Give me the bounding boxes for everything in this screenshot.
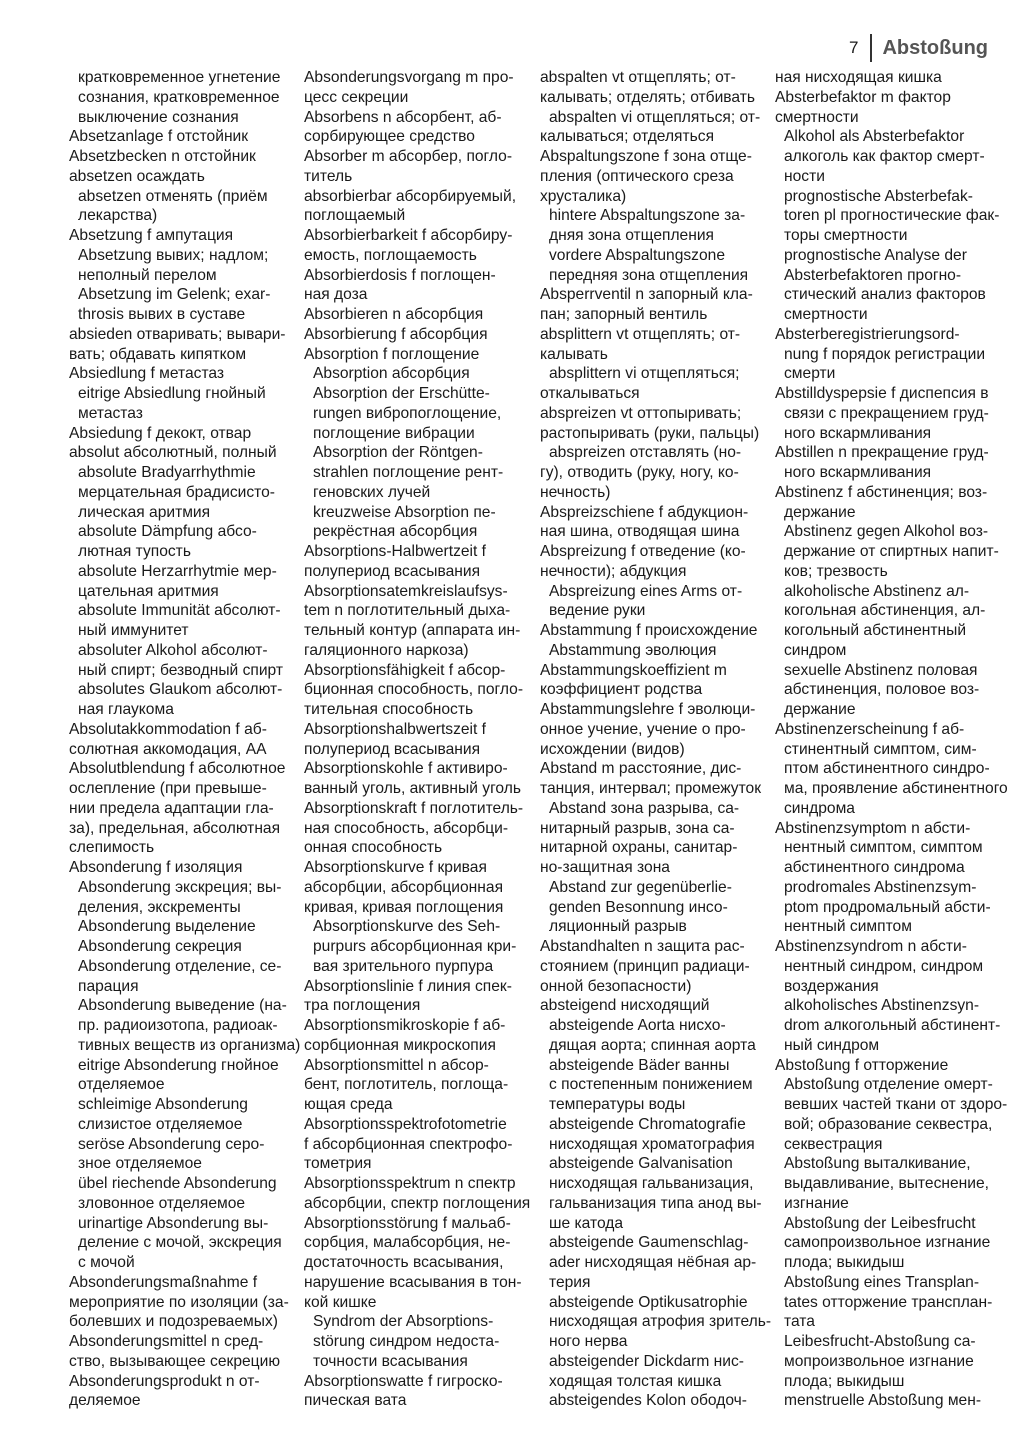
entry-line: Abstoßung выталкивание, [784,1155,971,1173]
entry-line: ная способность, абсорбци- [304,819,509,837]
entry-line: strahlen поглощение рент- [313,464,504,481]
entry-line: Absorptionslinie f линия спек- [304,977,512,995]
entry-line: пления (оптического среза [540,167,734,185]
entry-line: abspalten vi отщепляться; от- [549,108,761,126]
entry-line: полупериод всасывания [304,740,481,758]
entry-line: absolute Herzarrhytmie мер- [78,562,277,580]
entry-line: Absiedung f декокт, отвар [69,424,252,442]
entry-line: ный синдром [784,1036,880,1054]
entry-line: Absiedlung f метастаз [69,365,225,383]
entry-line: птом абстинентного синдро- [784,760,990,778]
entry-line: онная способность [304,839,443,857]
entry-line: абсорбции, абсорбционная [304,878,504,896]
entry-line: калывать [540,345,608,363]
entry-line: калываться; отделяться [540,128,715,146]
entry-line: Absonderung выведение (на- [78,997,287,1015]
dictionary-column-3 [540,68,772,1411]
entry-line: тата [784,1313,815,1331]
entry-line: онной безопасности) [540,977,692,995]
entry-line: сорбирующее средство [304,128,475,146]
entry-line: Abstammungskoeffizient m [540,661,727,679]
entry-line: гу), отводить (руку, ногу, ко- [540,464,739,481]
entry-line: цательная аритмия [78,582,219,600]
entry-line: выдавливание, вытеснение, [784,1175,989,1192]
entry-line: schleimige Absonderung [78,1096,248,1113]
entry-line: геновских лучей [313,483,431,501]
page-header [849,34,988,62]
entry-line: Abstinenz f абстиненция; воз- [775,483,988,501]
entry-line: температуры воды [549,1096,686,1113]
entry-line: Leibesfrucht-Abstoßung са- [784,1333,976,1350]
entry-line: плода; выкидыш [784,1254,905,1271]
entry-line: Absorptions-Halbwertzeit f [304,543,487,560]
entry-line: ный иммунитет [78,622,189,639]
entry-line: absteigende Aorta нисхо- [549,1017,726,1034]
entry-line: когольная абстиненция, ал- [784,602,986,620]
entry-line: смерти [784,365,836,383]
entry-line: ходящая толстая кишка [549,1372,722,1390]
entry-line: неполный перелом [78,266,217,284]
entry-line: ная глаукома [78,701,174,718]
entry-line: нентный симптом, симптом [784,839,983,857]
entry-line: зловонное отделяемое [78,1194,246,1212]
entry-line: absolutes Glaukom абсолют- [78,681,283,699]
entry-line: menstruelle Abstoßung мен- [784,1392,982,1410]
entry-line: Absorption f поглощение [304,345,480,363]
entry-line: tem n поглотительный дыха- [304,602,511,620]
entry-line: Absetzung f ампутация [69,227,234,244]
entry-line: нитарной охраны, санитар- [540,839,738,857]
entry-line: Absorption абсорбция [313,365,470,383]
entry-line: нии предела адаптации гла- [69,799,274,817]
entry-line: откалываться [540,385,640,402]
entry-line: Absonderungsprodukt n от- [69,1372,260,1390]
entry-line: genden Besonnung инсо- [549,898,728,916]
entry-line: Absorbierdosis f поглощен- [304,266,496,284]
entry-line: пическая вата [304,1392,407,1410]
entry-line: ше катода [549,1214,624,1232]
entry-line: отделяемое [78,1076,165,1094]
entry-line: нентный синдром, синдром [784,957,984,975]
entry-line: absplittern vt отщеплять; от- [540,325,741,343]
entry-line: слепимость [69,839,155,857]
entry-line: нисходящая хроматография [549,1135,755,1153]
entry-line: нисходящая атрофия зритель- [549,1313,772,1331]
entry-line: абсорбции, спектр поглощения [304,1194,531,1212]
entry-line: нечность) [540,483,611,501]
entry-line: Abspreizung f отведение (ко- [540,543,746,560]
entry-line: abspreizen vt оттопыривать; [540,404,742,422]
entry-line: Absorbierung f абсорбция [304,325,488,343]
entry-line: метастаз [78,404,143,422]
entry-line: ная шина, отводящая шина [540,523,740,541]
entry-line: Abstinenzsyndrom n абсти- [775,938,967,955]
entry-line: Abstand зона разрыва, са- [549,799,740,817]
entry-line: вать; обдавать кипятком [69,345,247,363]
entry-line: absteigend нисходящий [540,997,710,1015]
entry-line: абстиненция, половое воз- [784,681,980,699]
entry-line: Absorptionskurve des Seh- [313,918,501,936]
entry-line: Absorber m абсорбер, погло- [304,148,513,165]
dictionary-column-4 [775,68,1008,1411]
entry-line: ванный уголь, активный уголь [304,780,521,797]
entry-line: тра поглощения [304,997,421,1015]
entry-line: нитарный разрыв, зона са- [540,819,735,837]
entry-line: absteigende Chromatografie [549,1115,746,1133]
entry-line: übel riechende Absonderung [78,1175,277,1192]
entry-line: Absterbefaktor m фактор [775,88,951,106]
entry-line: солютная аккомодация, АА [69,740,267,758]
entry-line: пан; запорный вентиль [540,306,708,323]
entry-line: когольный абстинентный [784,622,967,639]
entry-line: seröse Absonderung серо- [78,1135,265,1153]
entry-line: Absperrventil n запорный кла- [540,286,753,304]
entry-line: störung синдром недоста- [313,1333,500,1350]
entry-line: торы смертности [784,227,908,244]
entry-line: Abstammungslehre f эволюци- [540,701,756,718]
entry-line: absoluter Alkohol абсолют- [78,641,268,659]
entry-line: absplittern vi отщепляться; [549,365,740,383]
entry-line: Absetzung im Gelenk; exar- [78,286,271,304]
entry-line: absteigender Dickdarm нис- [549,1352,744,1370]
entry-line: цесс секреции [304,88,409,106]
entry-line: Abstoßung der Leibesfrucht [784,1214,976,1232]
entry-line: Absorbens n абсорбент, аб- [304,108,502,126]
entry-line: кой кишке [304,1293,377,1311]
entry-line: Abstoßung отделение омерт- [784,1076,993,1094]
entry-line: Absorption der Röntgen- [313,444,483,462]
entry-line: Abstammung f происхождение [540,622,758,639]
entry-line: достаточность всасывания, [304,1254,504,1271]
entry-line: нисходящая гальванизация, [549,1175,754,1192]
entry-line: Absonderungsmittel n сред- [69,1333,264,1350]
entry-line: Absorptionsfähigkeit f абсор- [304,661,506,679]
entry-line: Absetzanlage f отстойник [69,128,249,146]
entry-line: abspalten vt отщеплять; от- [540,69,736,86]
entry-line: ного нерва [549,1333,628,1350]
entry-line: алкоголь как фактор смерт- [784,148,985,165]
entry-line: лютная тупость [78,543,191,560]
entry-line: Absorptionskohle f активиро- [304,760,508,778]
entry-line: Absorptionsmikroskopie f аб- [304,1017,506,1034]
running-head: Abstoßung [882,36,988,59]
entry-line: стический анализ факторов [784,286,986,304]
entry-line: abspreizen отставлять (но- [549,444,742,462]
entry-line: рекрёстная абсорбция [313,523,478,541]
entry-line: калывать; отделять; отбивать [540,88,756,106]
entry-line: коэффициент родства [540,681,703,699]
entry-line: Abspaltungszone f зона отще- [540,148,752,165]
entry-line: деления, экскременты [78,898,241,916]
entry-line: кратковременное угнетение [78,69,281,86]
entry-line: Absorptionsspektrum n спектр [304,1175,516,1192]
entry-line: зное отделяемое [78,1155,202,1173]
entry-line: сорбция, малабсорбция, не- [304,1234,511,1252]
entry-line: Abspreizschiene f абдукцион- [540,503,749,521]
entry-line: Abstilldyspepsie f диспепсия в [775,385,989,402]
entry-line: Absonderungsvorgang m про- [304,69,514,86]
entry-line: секвестрация [784,1135,883,1153]
entry-line: Absorbierbarkeit f абсорбиру- [304,227,513,244]
entry-line: нечности); абдукция [540,562,687,580]
entry-line: тометрия [304,1155,372,1173]
entry-line: вой; образование секвестра, [784,1115,993,1133]
entry-line: пр. радиоизотопа, радиоак- [78,1017,278,1034]
entry-line: ptom продромальный абсти- [784,898,991,916]
entry-line: стинентный симптом, сим- [784,740,977,758]
entry-line: ности [784,167,825,185]
entry-line: терия [549,1273,591,1291]
entry-line: с постепенным понижением [549,1076,753,1094]
entry-line: точности всасывания [313,1352,468,1370]
entry-line: тительная способность [304,701,474,718]
entry-line: гальванизация типа анод вы- [549,1194,762,1212]
entry-line: Abstoßung f отторжение [775,1056,949,1074]
entry-line: ослепление (при превыше- [69,780,267,797]
entry-line: деляемое [69,1392,141,1410]
entry-line: Absetzbecken n отстойник [69,148,256,165]
entry-line: синдрома [784,799,855,817]
entry-line: absolute Dämpfung абсо- [78,523,257,541]
entry-line: воздержания [784,977,879,995]
entry-line: стоянием (принцип радиаци- [540,957,750,975]
entry-line: с мочой [78,1254,135,1271]
entry-line: Absterberegistrierungsord- [775,325,960,343]
entry-line: Absorptionsmittel n абсор- [304,1056,489,1074]
entry-line: absteigende Bäder ванны [549,1056,730,1074]
entry-line: плода; выкидыш [784,1372,905,1390]
entry-line: вая зрительного пурпура [313,957,494,975]
entry-line: ведение руки [549,602,646,620]
entry-line: Absolutblendung f абсолютное [69,760,286,778]
entry-line: Absorptionsspektrofotometrie [304,1115,507,1133]
entry-line: дняя зона отщепления [549,227,714,244]
entry-line: ков; трезвость [784,562,888,580]
entry-line: сознания, кратковременное [78,88,280,106]
entry-line: Syndrom der Absorptions- [313,1313,494,1331]
entry-line: мероприятие по изоляции (за- [69,1293,289,1311]
entry-line: онное учение, учение о про- [540,720,746,738]
entry-line: емость, поглощаемость [304,246,477,264]
entry-line: hintere Abspaltungszone за- [549,207,746,225]
entry-line: ство, вызывающее секрецию [69,1352,281,1370]
entry-line: выключение сознания [78,108,239,126]
entry-line: Abspreizung eines Arms от- [549,582,743,600]
entry-line: растопыривать (руки, пальцы) [540,424,760,442]
entry-line: Absonderungsmaßnahme f [69,1273,258,1291]
entry-line: держание от спиртных напит- [784,543,999,560]
entry-line: Abstand zur gegenüberlie- [549,878,732,896]
entry-line: нентный симптом [784,918,912,936]
entry-line: absolute Bradyarrhythmie [78,464,256,481]
entry-line: ляционный разрыв [549,918,687,936]
entry-line: ader нисходящая нёбная ар- [549,1254,757,1271]
entry-line: ного вскармливания [784,464,932,481]
entry-line: Absonderung секреция [78,938,242,955]
entry-line: Absorptionsatemkreislaufsys- [304,582,508,600]
entry-line: nung f порядок регистрации [784,345,986,363]
entry-line: держание [784,701,856,718]
entry-line: Absonderung f изоляция [69,859,243,876]
entry-line: поглощаемый [304,207,406,225]
entry-line: Absterbefaktoren прогно- [784,266,962,284]
entry-line: Abstandhalten n защита рас- [540,938,745,955]
entry-line: хрусталика) [540,187,627,205]
entry-line: absolut абсолютный, полный [69,444,277,462]
entry-line: полупериод всасывания [304,562,481,580]
entry-line: смертности [775,108,859,126]
entry-line: absteigende Optikusatrophie [549,1293,748,1311]
entry-line: Abstinenzerscheinung f аб- [775,720,965,738]
entry-line: prognostische Analyse der [784,246,967,264]
entry-line: передняя зона отщепления [549,266,749,284]
entry-line: alkoholisches Abstinenzsyn- [784,997,980,1015]
entry-line: бционная способность, погло- [304,681,524,699]
entry-line: Abstammung эволюция [549,641,717,659]
entry-line: Absorptionswatte f гигроско- [304,1372,503,1390]
entry-line: Absonderung экскреция; вы- [78,878,282,896]
entry-line: drom алкогольный абстинент- [784,1017,1001,1034]
entry-line: галяционного наркоза) [304,641,469,659]
entry-line: мерцательная брадисисто- [78,483,275,501]
entry-line: prodromales Abstinenzsym- [784,878,977,896]
entry-line: изгнание [784,1194,849,1212]
entry-line: Abstand m расстояние, дис- [540,760,742,778]
entry-line: f абсорбционная спектрофо- [304,1135,513,1153]
page-number: 7 [849,38,859,57]
entry-line: Abstoßung eines Transplan- [784,1273,980,1291]
entry-line: бент, поглотитель, поглоща- [304,1076,509,1094]
entry-line: absolute Immunität абсолют- [78,602,281,620]
entry-line: ная нисходящая кишка [775,69,942,86]
entry-line: Abstinenzsymptom n абсти- [775,819,971,837]
entry-line: Absorption der Erschütte- [313,385,490,402]
entry-line: ная доза [304,286,368,304]
entry-line: Absorptionsstörung f мальаб- [304,1214,511,1232]
entry-line: absorbierbar абсорбируемый, [304,187,517,205]
entry-line: Absonderung выделение [78,918,256,936]
entry-line: парация [78,977,139,995]
entry-line: лическая аритмия [78,503,211,521]
entry-line: лекарства) [78,207,158,225]
entry-line: держание [784,503,856,521]
entry-line: Absorptionskurve f кривая [304,859,487,876]
entry-line: absteigende Gaumenschlag- [549,1234,749,1252]
entry-line: absteigendes Kolon ободоч- [549,1392,747,1410]
entry-line: throsis вывих в суставе [78,306,246,323]
entry-line: Absorbieren n абсорбция [304,306,484,323]
entry-line: мопроизвольное изгнание [784,1352,974,1370]
entry-line: urinartige Absonderung вы- [78,1214,269,1232]
entry-line: деление с мочой, экскреция [78,1234,282,1252]
entry-line: болевших и подозреваемых) [69,1313,278,1331]
entry-line: prognostische Absterbefak- [784,187,973,205]
entry-line: но-защитная зона [540,859,670,876]
entry-line: kreuzweise Absorption пе- [313,503,496,521]
entry-line: синдром [784,641,847,659]
entry-line: тельный контур (аппарата ин- [304,622,521,639]
entry-line: absteigende Galvanisation [549,1155,733,1173]
entry-line: связи с прекращением груд- [784,404,989,422]
dictionary-column-1 [69,68,301,1411]
entry-line: ного вскармливания [784,424,932,442]
entry-line: tates отторжение трансплан- [784,1293,993,1311]
entry-line: eitrige Absiedlung гнойный [78,385,266,402]
entry-line: сорбционная микроскопия [304,1036,496,1054]
entry-line: toren pl прогностические фак- [784,207,1000,225]
entry-line: Abstinenz gegen Alkohol воз- [784,523,989,541]
entry-line: самопроизвольное изгнание [784,1234,991,1252]
entry-line: ный спирт; безводный спирт [78,661,284,679]
entry-line: исхождении (видов) [540,740,685,758]
entry-line: eitrige Absonderung гнойное [78,1056,279,1074]
entry-line: purpurs абсорбционная кри- [313,938,517,955]
entry-line: Alkohol als Absterbefaktor [784,128,965,146]
dictionary-column-2 [304,68,531,1411]
entry-line: смертности [784,306,868,323]
entry-line: дящая аорта; спинная аорта [549,1036,756,1054]
entry-line: absetzen отменять (приём [78,187,268,205]
entry-line: Absorptionshalbwertszeit f [304,720,487,738]
entry-line: титель [304,167,353,185]
entry-line: Abstillen n прекращение груд- [775,444,989,462]
entry-line: alkoholische Abstinenz ал- [784,582,970,600]
entry-line: rungen вибропоглощение, [313,404,502,422]
entry-line: абстинентного синдрома [784,859,965,876]
entry-line: absieden отваривать; вывари- [69,325,286,343]
header-divider [870,34,872,62]
entry-line: слизистое отделяемое [78,1115,243,1133]
entry-line: Absonderung отделение, се- [78,957,282,975]
entry-line: Absorptionskraft f поглотитель- [304,799,524,817]
entry-line: absetzen осаждать [69,167,205,185]
entry-line: vordere Abspaltungszone [549,246,725,264]
entry-line: за), предельная, абсолютная [69,819,281,837]
entry-line: танция, интервал; промежуток [540,780,762,797]
entry-line: кривая, кривая поглощения [304,898,504,916]
entry-line: Absetzung вывих; надлом; [78,246,269,264]
entry-line: ющая среда [304,1096,393,1113]
entry-line: sexuelle Abstinenz половая [784,661,978,679]
entry-line: ма, проявление абстинентного [784,780,1008,797]
entry-line: Absolutakkommodation f аб- [69,720,267,738]
entry-line: тивных веществ из организма) [78,1036,301,1054]
entry-line: вевших частей ткани от здоро- [784,1096,1008,1113]
entry-line: поглощение вибрации [313,424,475,442]
entry-line: нарушение всасывания в тон- [304,1273,522,1291]
